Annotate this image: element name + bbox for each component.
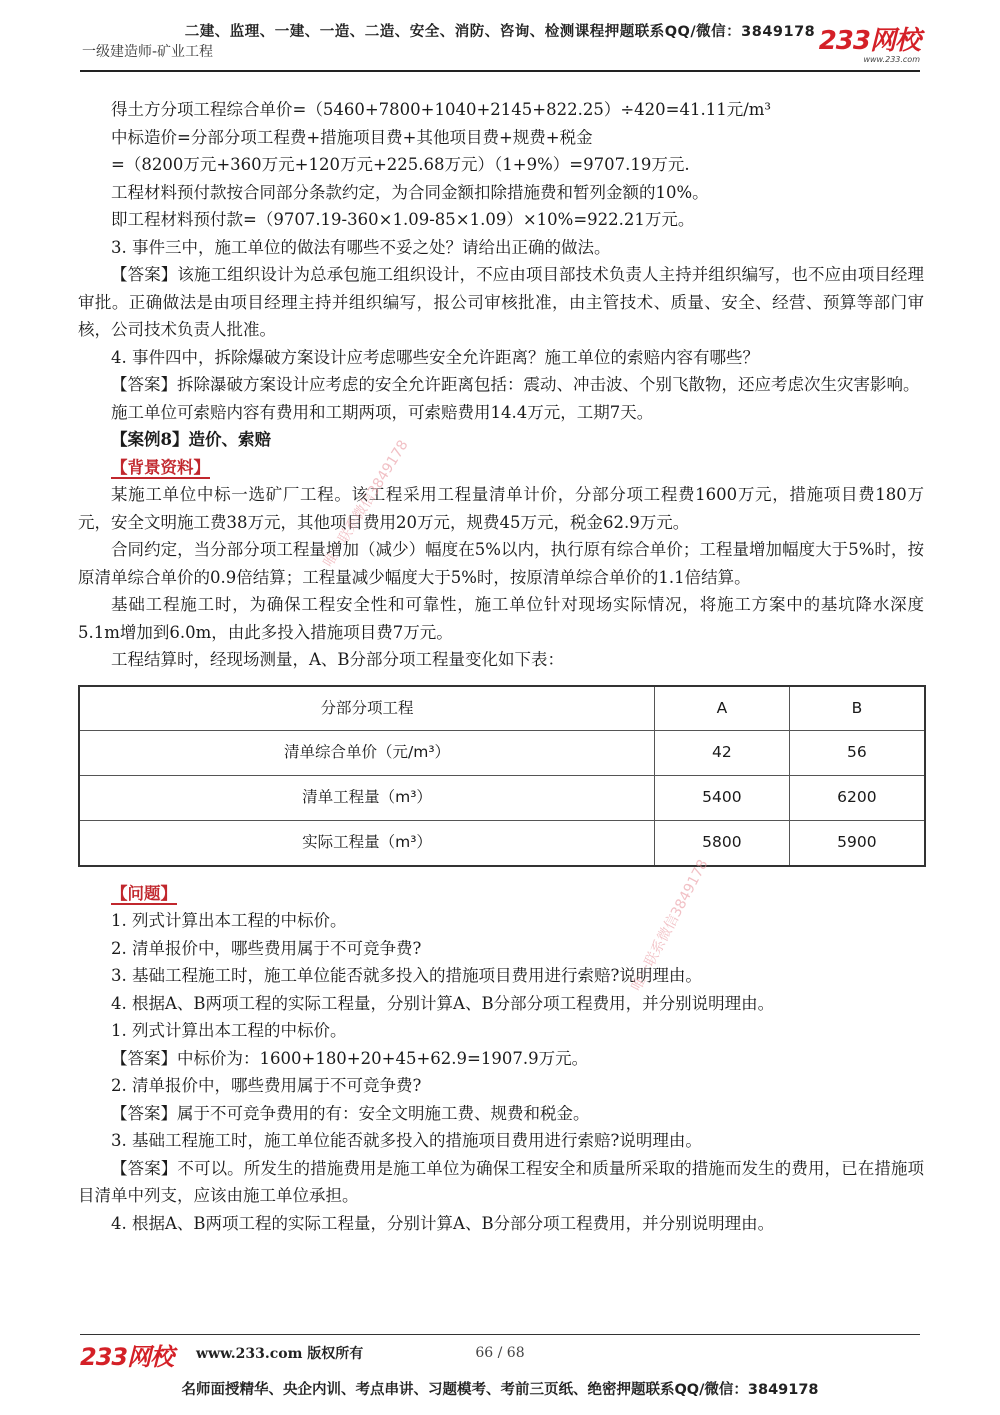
text-line: 施工单位可索赔内容有费用和工期两项，可索赔费用14.4万元，工期7天。 — [111, 402, 654, 422]
text-line: =（8200万元+360万元+120万元+225.68万元）（1+9%）=9707.19万元. — [111, 155, 690, 174]
table-row — [79, 776, 925, 821]
question-item: 1. 列式计算出本工程的中标价。 — [111, 911, 347, 930]
table-cell: 5900 — [789, 821, 925, 866]
answer-item: 3. 基础工程施工时，施工单位能否就多投入的措施项目费用进行索赔?说明理由。 — [111, 1131, 702, 1150]
table-header-cell: A — [655, 686, 790, 731]
background-paragraph: 合同约定，当分部分项工程量增加（减少）幅度在5%以内，执行原有综合单价；工程量增加幅度大于5%时，按原清单综合单价的0.9倍结算；工程量减少幅度大于5%时，按原清单综合单价的1.1倍结算。 — [78, 540, 924, 587]
background-paragraph: 工程结算时，经现场测量，A、B分部分项工程量变化如下表： — [111, 650, 565, 669]
footer-divider — [80, 1334, 920, 1335]
table-cell: 6200 — [789, 776, 925, 821]
answer-text: 【答案】拆除瀑破方案设计应考虑的安全允许距离包括：震动、冲击波、个别飞散物，还应考虑次生灾害影响。 — [111, 375, 920, 394]
logo-url: www.233.com — [863, 55, 920, 64]
quantity-table — [78, 685, 926, 867]
table-row — [79, 731, 925, 776]
table-cell: 56 — [789, 731, 925, 776]
page-number: 66 / 68 — [475, 1345, 525, 1361]
table-cell: 42 — [655, 731, 790, 776]
answer-item: 1. 列式计算出本工程的中标价。 — [111, 1021, 347, 1040]
answer-item: 【答案】不可以。所发生的措施费用是施工单位为确保工程安全和质量所采取的措施而发生的费用，已在措施项目清单中列支，应该由施工单位承担。 — [78, 1158, 924, 1205]
watermark: 唯一联系微信3849178 — [628, 857, 712, 994]
table-cell: 5400 — [655, 776, 790, 821]
background-label: 【背景资料】 — [111, 457, 210, 477]
text-line: 得土方分项工程综合单价=（5460+7800+1040+2145+822.25）÷420=41.11元/m³ — [111, 100, 772, 119]
header-promo: 二建、监理、一建、一造、二造、安全、消防、咨询、检测课程押题联系QQ/微信：3849178 — [184, 24, 816, 40]
text-line: 工程材料预付款按合同部分条款约定，为合同金额扣除措施费和暂列金额的10%。 — [111, 182, 709, 202]
footer-copyright: www.233.com 版权所有 — [196, 1346, 364, 1362]
table-cell: 清单综合单价（元/m³） — [79, 731, 655, 776]
question-label: 【问题】 — [111, 883, 177, 903]
page-content — [78, 96, 924, 1237]
question-label-line — [78, 880, 924, 908]
logo-mark: 233网校 — [818, 26, 920, 56]
answer-item: 【答案】中标价为：1600+180+20+45+62.9=1907.9万元。 — [111, 1048, 589, 1068]
table-header-cell: B — [789, 686, 925, 731]
background-label-line — [78, 454, 924, 482]
background-paragraph: 某施工单位中标一选矿厂工程。该工程采用工程量清单计价，分部分项工程费1600万元，措施项目费180万元，安全文明施工费38万元，其他项目费用20万元，规费45万元，税金62.9万元。 — [78, 485, 924, 532]
question-item: 2. 清单报价中，哪些费用属于不可竞争费? — [111, 938, 422, 958]
table-cell: 实际工程量（m³） — [79, 821, 655, 866]
question-item: 3. 基础工程施工时，施工单位能否就多投入的措施项目费用进行索赔?说明理由。 — [111, 966, 702, 985]
answer-item: 【答案】属于不可竞争费用的有：安全文明施工费、规费和税金。 — [111, 1103, 590, 1123]
text-line: 即工程材料预付款=（9707.19-360×1.09-85×1.09）×10%=922.21万元。 — [111, 210, 695, 229]
question-text: 4. 事件四中，拆除爆破方案设计应考虑哪些安全允许距离？施工单位的索赔内容有哪些？ — [111, 347, 759, 367]
case-heading: 【案例8】造价、索赔 — [111, 430, 271, 449]
table-header-cell: 分部分项工程 — [79, 686, 655, 731]
answer-item: 2. 清单报价中，哪些费用属于不可竞争费? — [111, 1076, 422, 1095]
table-cell: 清单工程量（m³） — [79, 776, 655, 821]
watermark: 唯一联系微信3849178 — [320, 437, 412, 571]
footer-promo: 名师面授精华、央企内训、考点串讲、习题模考、考前三页纸、绝密押题联系QQ/微信：3849178 — [181, 1382, 819, 1398]
table-header-row — [79, 686, 925, 731]
header-subtitle: 一级建造师-矿业工程 — [82, 44, 214, 60]
brand-logo[interactable] — [819, 28, 920, 64]
question-text: 3. 事件三中，施工单位的做法有哪些不妥之处？请给出正确的做法。 — [111, 237, 611, 257]
question-item: 4. 根据A、B两项工程的实际工程量，分别计算A、B分部分项工程费用，并分别说明理由。 — [111, 993, 775, 1013]
answer-text: 【答案】该施工组织设计为总承包施工组织设计，不应由项目部技术负责人主持并组织编写，也不应由项目经理审批。正确做法是由项目经理主持并组织编写，报公司审核批准，由主管技术、质量、安全、经营、预算等部门审核，公司技术负责人批准。 — [78, 265, 924, 339]
answer-item: 4. 根据A、B两项工程的实际工程量，分别计算A、B分部分项工程费用，并分别说明理由。 — [111, 1213, 775, 1233]
text-line: 中标造价=分部分项工程费+措施项目费+其他项目费+规费+税金 — [111, 127, 593, 147]
footer-logo[interactable]: 233网校 — [80, 1343, 174, 1371]
header-divider — [80, 70, 920, 72]
table-cell: 5800 — [655, 821, 790, 866]
table-row — [79, 821, 925, 866]
background-paragraph: 基础工程施工时，为确保工程安全性和可靠性，施工单位针对现场实际情况，将施工方案中的基坑降水深度5.1m增加到6.0m，由此多投入措施项目费7万元。 — [78, 595, 924, 642]
